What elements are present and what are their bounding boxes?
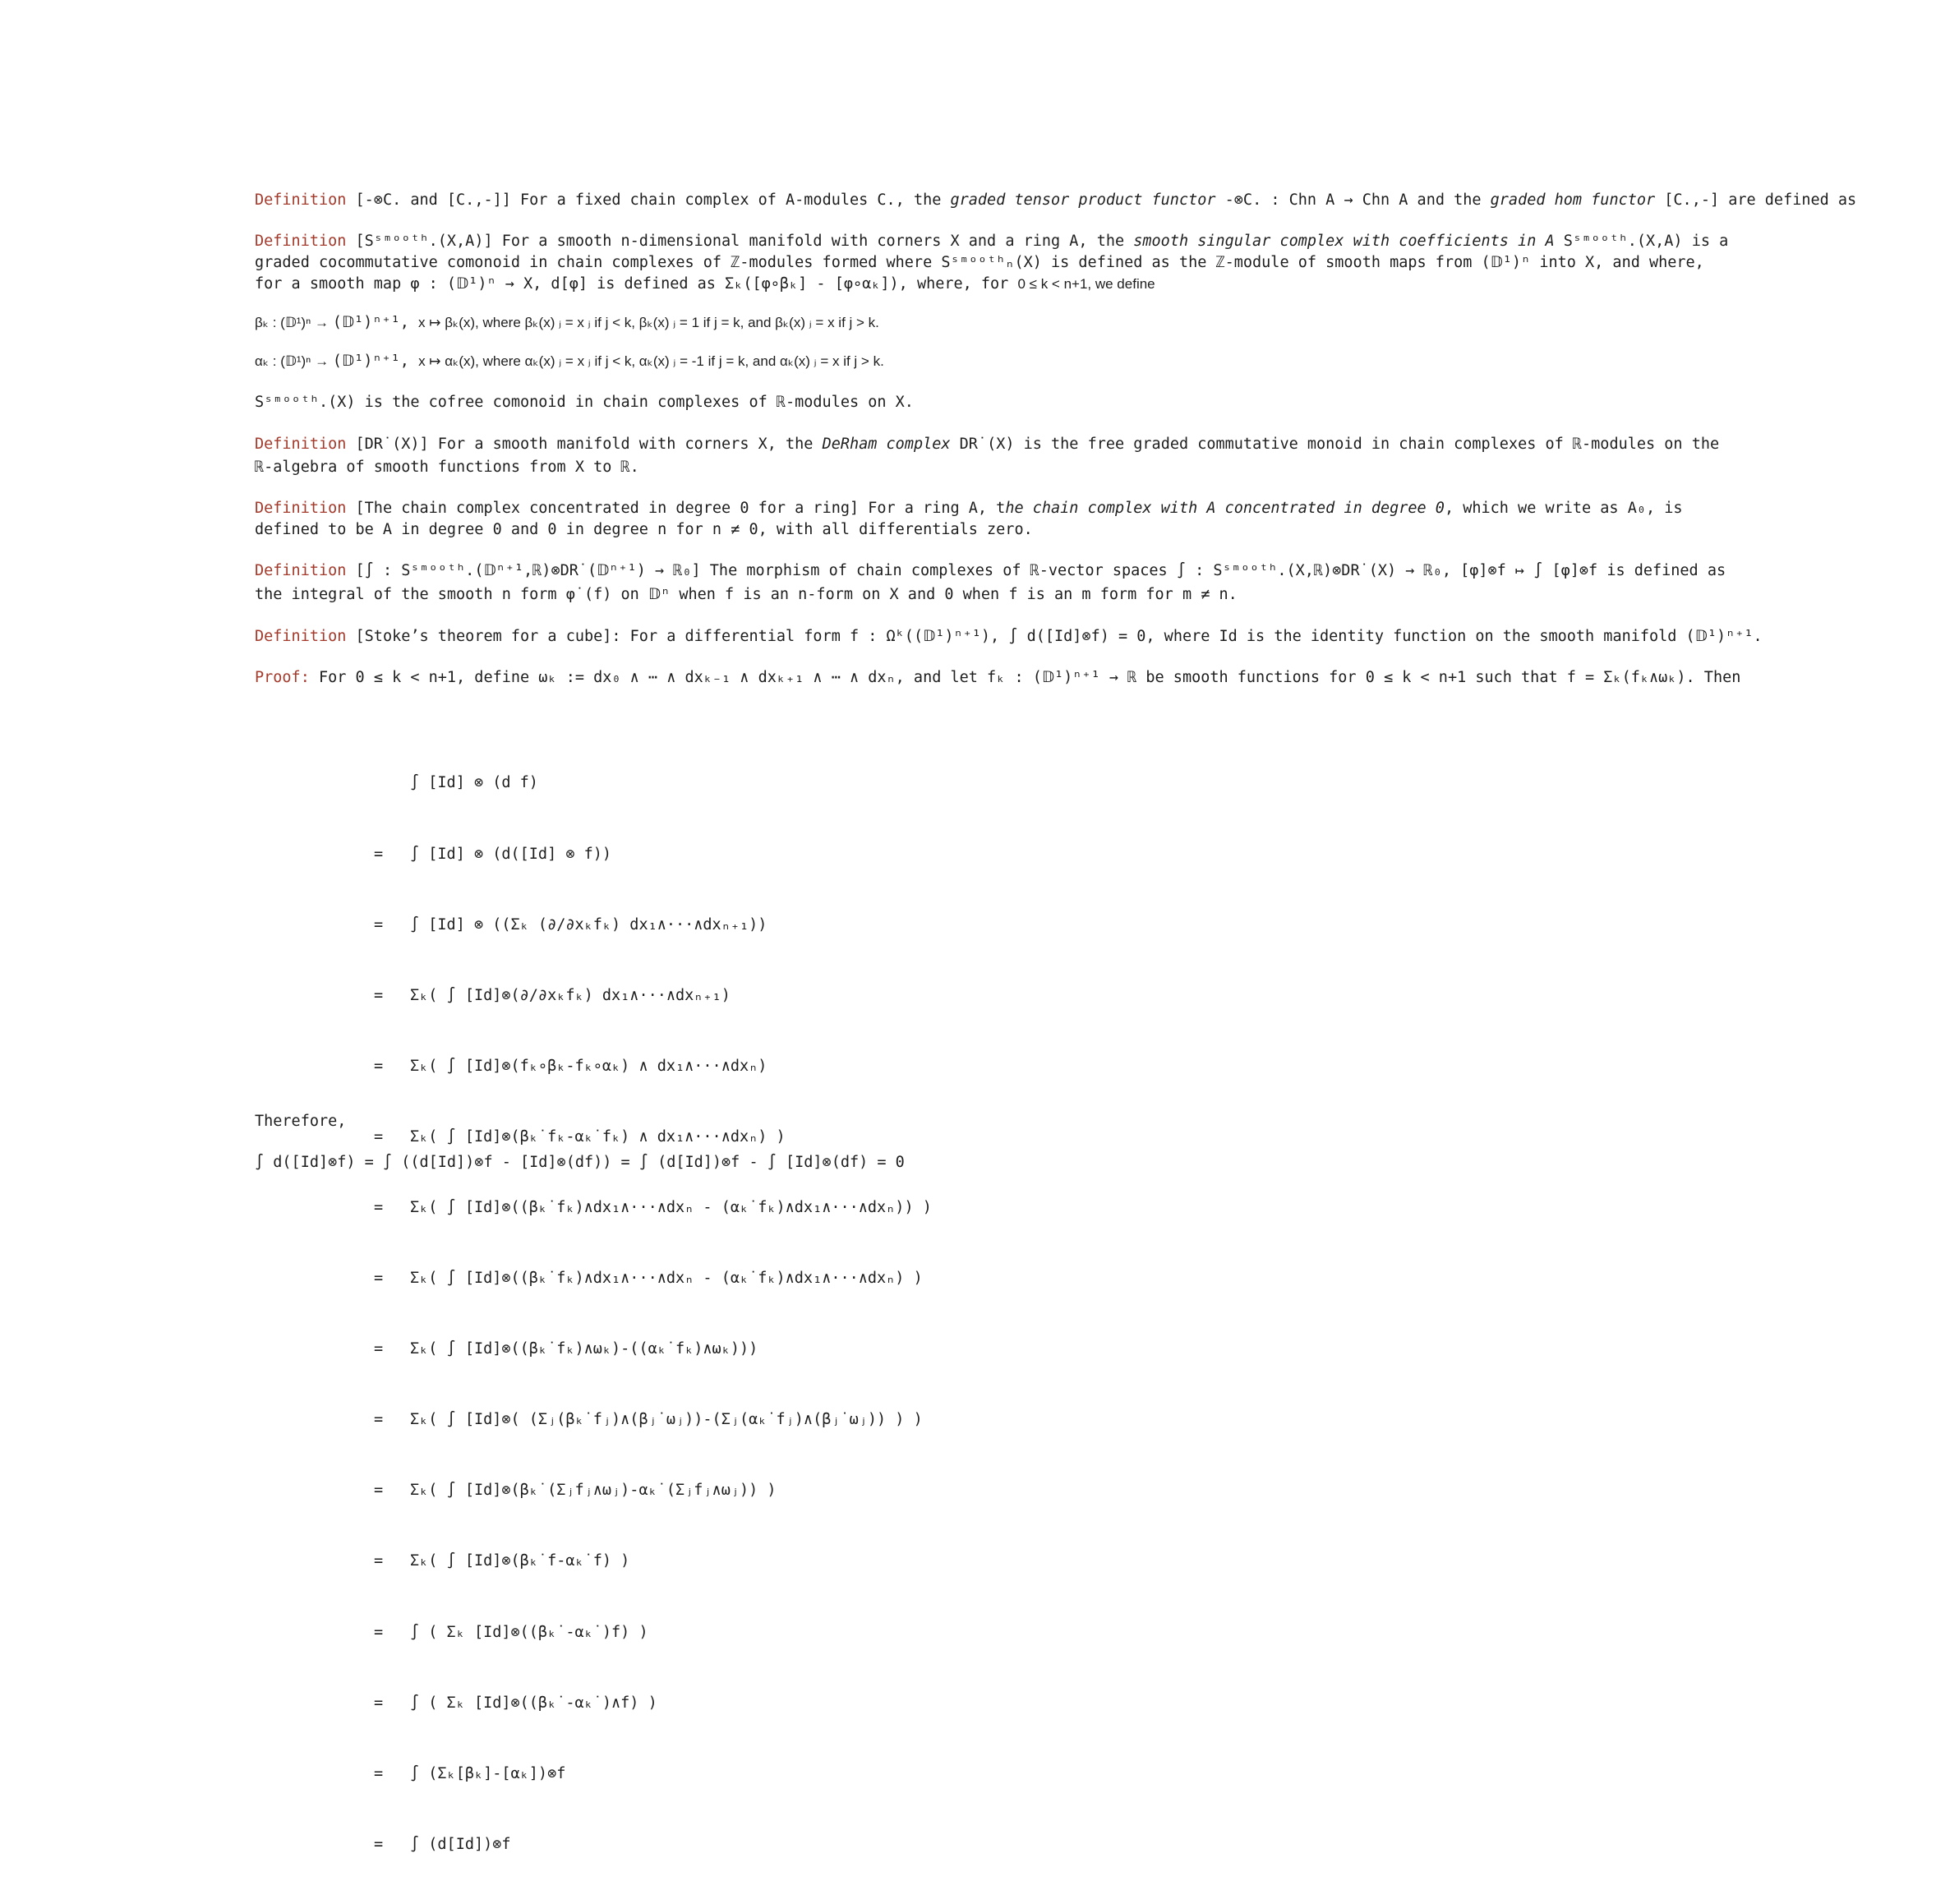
definition-stokes-theorem: Definition [Stoke’s theorem for a cube]: For a differential form f : Ωᵏ((𝔻¹)ⁿ⁺¹), ∫ d([Id]⊗f) = 0, where Id is the identity function on the smooth manifold (𝔻¹)ⁿ⁺¹. — [255, 628, 1763, 645]
definition-integral-morphism: Definition [∫ : Sˢᵐᵒᵒᵗʰ.(𝔻ⁿ⁺¹,ℝ)⊗DR˙(𝔻ⁿ⁺¹) → ℝ₀] The morphism of chain complexes of ℝ-vector spaces ∫ : Sˢᵐᵒᵒᵗʰ.(X,ℝ)⊗DR˙(X) → ℝ₀, [φ]⊗f ↦ ∫ [φ]⊗f is defined as the integral of the smooth n form φ˙(f) on 𝔻ⁿ when f is an n-form on X and 0 when f is an m form for m ≠ n. — [255, 562, 1726, 603]
derivation-line: = Σₖ( ∫ [Id]⊗(βₖ˙fₖ-αₖ˙fₖ) ∧ dx₁∧···∧dxₙ) ) — [374, 1127, 786, 1146]
proof-intro: Proof: For 0 ≤ k < n+1, define ωₖ := dx₀ ∧ ⋯ ∧ dxₖ₋₁ ∧ dxₖ₊₁ ∧ ⋯ ∧ dxₙ, and let fₖ : (𝔻¹)ⁿ⁺¹ → ℝ be smooth functions for 0 ≤ k < n+1 such that f = Σₖ(fₖ∧ωₖ). Then — [255, 669, 1741, 686]
therefore-text: Therefore, — [255, 1113, 347, 1130]
definition-keyword: Definition — [255, 436, 347, 453]
derivation-line: = Σₖ( ∫ [Id]⊗( (Σⱼ(βₖ˙fⱼ)∧(βⱼ˙ωⱼ))-(Σⱼ(αₖ˙fⱼ)∧(βⱼ˙ωⱼ)) ) ) — [374, 1411, 923, 1429]
proof-derivation — [374, 725, 932, 1904]
definition-keyword: Definition — [255, 191, 347, 209]
cofree-comonoid-statement: Sˢᵐᵒᵒᵗʰ.(X) is the cofree comonoid in chain complexes of ℝ-modules on X. — [255, 394, 914, 411]
derivation-line: ∫ [Id] ⊗ (d f) — [410, 774, 538, 792]
derivation-line: = Σₖ( ∫ [Id]⊗(∂/∂xₖfₖ) dx₁∧···∧dxₙ₊₁) — [374, 986, 731, 1004]
definition-tensor-hom: Definition [-⊗C. and [C.,-]] For a fixed chain complex of A-modules C., the graded tensor product functor -⊗C. : Chn A → Chn A and the graded hom functor [C.,-] are defined as — [255, 191, 1857, 209]
beta-map-definition: βₖ : (𝔻¹)ⁿ → (𝔻¹)ⁿ⁺¹, x ↦ βₖ(x), where βₖ(x) ⱼ = x ⱼ if j < k, βₖ(x) ⱼ = 1 if j = k, and βₖ(x) ⱼ = x if j > k. — [255, 314, 879, 331]
derivation-line: = ∫ ( Σₖ [Id]⊗((βₖ˙-αₖ˙)f) ) — [374, 1623, 648, 1641]
conclusion-equation: ∫ d([Id]⊗f) = ∫ ((d[Id])⊗f - [Id]⊗(df)) = ∫ (d[Id])⊗f - ∫ [Id]⊗(df) = 0 — [255, 1154, 905, 1171]
derivation-line: = ∫ [Id] ⊗ ((Σₖ (∂/∂xₖfₖ) dx₁∧···∧dxₙ₊₁)) — [374, 915, 767, 934]
definition-degree-zero-complex: Definition [The chain complex concentrated in degree 0 for a ring] For a ring A, the chain complex with A concentrated in degree 0, which we write as A₀, is defined to be A in degree 0 and 0 in degree n for n ≠ 0, with all differentials zero. — [255, 500, 1683, 538]
derivation-line: = Σₖ( ∫ [Id]⊗(fₖ∘βₖ-fₖ∘αₖ) ∧ dx₁∧···∧dxₙ) — [374, 1057, 767, 1075]
definition-smooth-singular-complex: Definition [Sˢᵐᵒᵒᵗʰ.(X,A)] For a smooth n-dimensional manifold with corners X and a ring A, the smooth singular complex with coefficients in A Sˢᵐᵒᵒᵗʰ.(X,A) is a graded cocommutative comonoid in chain complexes of ℤ-modules formed where Sˢᵐᵒᵒᵗʰₙ(X) is defined as the ℤ-module of smooth maps from (𝔻¹)ⁿ into X, and where, for a smooth map φ : (𝔻¹)ⁿ → X, d[φ] is defined as Σₖ([φ∘βₖ] - [φ∘αₖ]), where, for 0 ≤ k < n+1, we define — [255, 233, 1729, 293]
definition-derham-complex: Definition [DR˙(X)] For a smooth manifold with corners X, the DeRham complex DR˙(X) is the free graded commutative monoid in chain complexes of ℝ-modules on the ℝ-algebra of smooth functions from X to ℝ. — [255, 436, 1720, 476]
definition-keyword: Definition — [255, 500, 347, 517]
proof-keyword: Proof: — [255, 669, 310, 686]
derivation-line: = Σₖ( ∫ [Id]⊗(βₖ˙(Σⱼfⱼ∧ωⱼ)-αₖ˙(Σⱼfⱼ∧ωⱼ)) ) — [374, 1482, 777, 1500]
derivation-line: = Σₖ( ∫ [Id]⊗((βₖ˙fₖ)∧ωₖ)-((αₖ˙fₖ)∧ωₖ))) — [374, 1340, 758, 1358]
derivation-line: = ∫ (d[Id])⊗f — [374, 1835, 511, 1853]
alpha-map-definition: αₖ : (𝔻¹)ⁿ → (𝔻¹)ⁿ⁺¹, x ↦ αₖ(x), where αₖ(x) ⱼ = x ⱼ if j < k, αₖ(x) ⱼ = -1 if j = k, and αₖ(x) ⱼ = x if j > k. — [255, 353, 884, 370]
derivation-line: = Σₖ( ∫ [Id]⊗((βₖ˙fₖ)∧dx₁∧···∧dxₙ - (αₖ˙fₖ)∧dx₁∧···∧dxₙ) ) — [374, 1270, 923, 1288]
definition-keyword: Definition — [255, 233, 347, 250]
derivation-line: = ∫ ( Σₖ [Id]⊗((βₖ˙-αₖ˙)∧f) ) — [374, 1694, 657, 1712]
derivation-line: = ∫ [Id] ⊗ (d([Id] ⊗ f)) — [374, 845, 612, 863]
derivation-line: = ∫ (Σₖ[βₖ]-[αₖ])⊗f — [374, 1764, 566, 1782]
definition-keyword: Definition — [255, 628, 347, 645]
derivation-line: = Σₖ( ∫ [Id]⊗(βₖ˙f-αₖ˙f) ) — [374, 1552, 630, 1570]
definition-keyword: Definition — [255, 562, 347, 579]
derivation-line: = Σₖ( ∫ [Id]⊗((βₖ˙fₖ)∧dx₁∧···∧dxₙ - (αₖ˙fₖ)∧dx₁∧···∧dxₙ)) ) — [374, 1198, 932, 1216]
